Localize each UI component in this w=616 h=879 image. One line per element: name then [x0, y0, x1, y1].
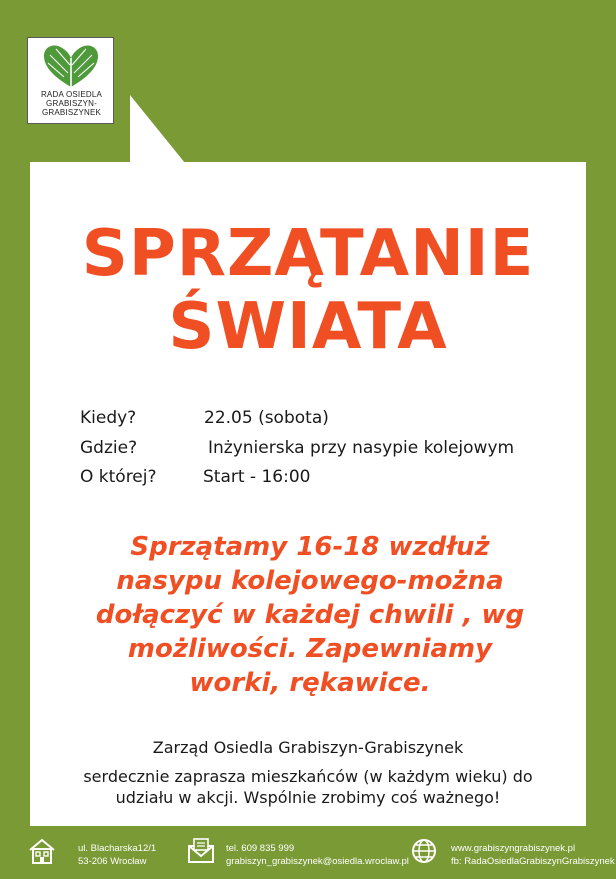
highlight-line-5: worki, rękawice. [189, 668, 431, 698]
council-logo [27, 37, 114, 124]
info-value-when: 22.05 (sobota) [204, 408, 329, 428]
invite-heading: Zarząd Osiedla Grabiszyn-Grabiszynek [152, 738, 464, 757]
footer-facebook: fb: RadaOsiedlaGrabiszynGrabiszynek [451, 856, 615, 867]
invite-line-1: serdecznie zaprasza mieszkańców (w każdym wieku) do [83, 767, 533, 786]
invite-line-2: udziału w akcji. Wspólnie zrobimy coś ważnego! [115, 788, 501, 807]
info-label-where: Gdzie? [80, 438, 138, 458]
highlight-line-3: dołączyć w każdej chwili , wg [95, 600, 525, 630]
footer-address-line-1: ul. Blacharska12/1 [78, 843, 157, 854]
highlight-line-1: Sprzątamy 16-18 wzdłuż [130, 532, 490, 562]
footer-website: www.grabiszyngrabiszynek.pl [451, 843, 576, 854]
invite-body [60, 766, 556, 808]
highlight-line-4: możliwości. Zapewniamy [127, 634, 493, 664]
footer-address-line-2: 53-206 Wrocław [78, 856, 147, 867]
info-value-where: Inżynierska przy nasypie kolejowym [208, 438, 515, 458]
heart-leaf-icon [42, 43, 100, 89]
home-icon [27, 837, 57, 865]
footer-email: grabiszyn_grabiszynek@osiedla.wroclaw.pl [226, 856, 409, 867]
title-line-1: SPRZĄTANIE [81, 217, 535, 291]
logo-line-1: RADA OSIEDLA [40, 90, 103, 99]
highlight-line-2: nasypu kolejowego-można [116, 566, 504, 596]
info-value-time: Start - 16:00 [203, 467, 311, 487]
title-line-2: ŚWIATA [168, 290, 448, 364]
info-label-time: O której? [80, 467, 157, 487]
globe-icon [410, 837, 438, 865]
mail-icon [186, 837, 216, 865]
footer [0, 829, 616, 879]
logo-line-3: GRABISZYNEK [41, 108, 102, 117]
footer-phone: tel. 609 835 999 [226, 843, 295, 854]
info-label-when: Kiedy? [80, 408, 137, 428]
logo-line-2: GRABISZYN- [46, 99, 97, 108]
